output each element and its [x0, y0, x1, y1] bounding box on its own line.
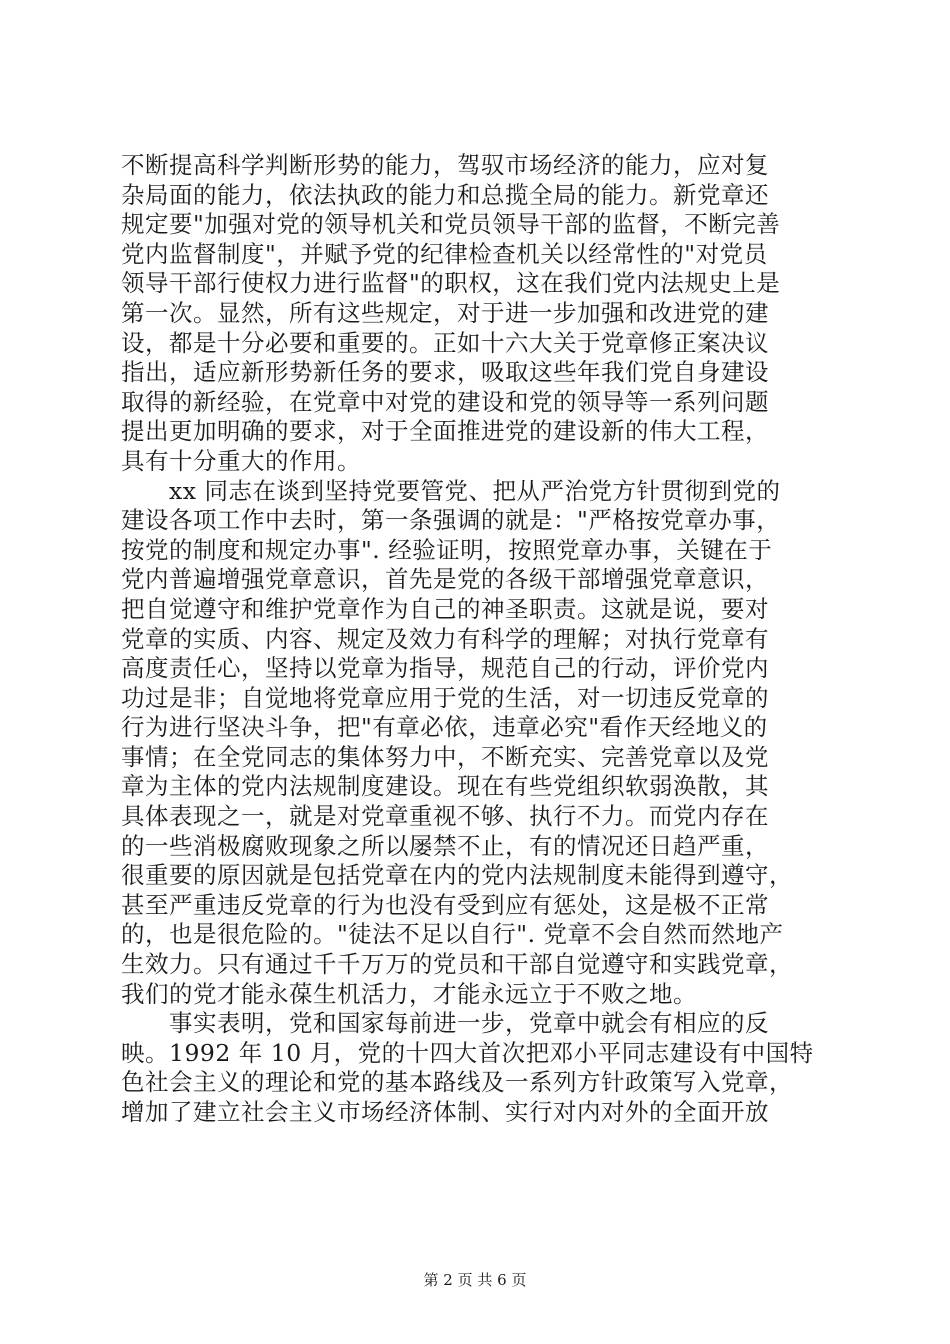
- text-line: 指出，适应新形势新任务的要求，吸取这些年我们党自身建设: [121, 358, 769, 387]
- document-body: [121, 151, 833, 1128]
- paragraph-3: [121, 1009, 833, 1127]
- text-line: 把自觉遵守和维护党章作为自己的神圣职责。这就是说，要对: [121, 594, 769, 623]
- text-line: 按党的制度和规定办事". 经验证明，按照党章办事，关键在于: [121, 535, 773, 564]
- text-line: 高度责任心，坚持以党章为指导，规范自己的行动，评价党内: [121, 654, 769, 683]
- text-line: 甚至严重违反党章的行为也没有受到应有惩处，这是极不正常: [121, 890, 769, 919]
- text-line: 党章的实质、内容、规定及效力有科学的理解；对执行党章有: [121, 624, 769, 653]
- paragraph-1: [121, 151, 833, 477]
- text-line: 第一次。显然，所有这些规定，对于进一步加强和改进党的建: [121, 298, 769, 327]
- paragraph-2: [121, 477, 833, 1010]
- text-line: 映。1992 年 10 月，党的十四大首次把邓小平同志建设有中国特: [121, 1038, 814, 1067]
- text-line: 具有十分重大的作用。: [121, 446, 361, 475]
- text-line: 我们的党才能永葆生机活力，才能永远立于不败之地。: [121, 979, 697, 1008]
- text-line: 功过是非；自觉地将党章应用于党的生活，对一切违反党章的: [121, 683, 769, 712]
- text-line: 领导干部行使权力进行监督"的职权，这在我们党内法规史上是: [121, 269, 781, 298]
- text-line: 建设各项工作中去时，第一条强调的就是："严格按党章办事，: [121, 506, 781, 535]
- text-line: 生效力。只有通过千千万万的党员和干部自觉遵守和实践党章，: [121, 950, 793, 979]
- page-number-footer: 第 2 页 共 6 页: [423, 1271, 527, 1289]
- text-line: 事情；在全党同志的集体努力中，不断充实、完善党章以及党: [121, 742, 769, 771]
- text-line: 的一些消极腐败现象之所以屡禁不止，有的情况还日趋严重，: [121, 831, 769, 860]
- text-line: 色社会主义的理论和党的基本路线及一系列方针政策写入党章，: [121, 1068, 793, 1097]
- text-line: 党内监督制度"，并赋予党的纪律检查机关以经常性的"对党员: [121, 239, 768, 268]
- text-line: 增加了建立社会主义市场经济体制、实行对内对外的全面开放: [121, 1098, 769, 1126]
- text-line: 具体表现之一，就是对党章重视不够、执行不力。而党内存在: [121, 802, 769, 831]
- text-line: 很重要的原因就是包括党章在内的党内法规制度未能得到遵守，: [121, 861, 793, 890]
- text-line: 事实表明，党和国家每前进一步，党章中就会有相应的反: [121, 1009, 769, 1038]
- text-line: 设，都是十分必要和重要的。正如十六大关于党章修正案决议: [121, 328, 769, 357]
- text-line: 不断提高科学判断形势的能力，驾驭市场经济的能力，应对复: [121, 151, 769, 179]
- text-line: 提出更加明确的要求，对于全面推进党的建设新的伟大工程，: [121, 417, 769, 446]
- text-line: 杂局面的能力，依法执政的能力和总揽全局的能力。新党章还: [121, 180, 769, 209]
- text-line: 行为进行坚决斗争，把"有章必依，违章必究"看作天经地义的: [121, 713, 768, 742]
- text-line: 党内普遍增强党章意识，首先是党的各级干部增强党章意识，: [121, 565, 769, 594]
- text-line: 取得的新经验，在党章中对党的建设和党的领导等一系列问题: [121, 387, 769, 416]
- text-line: xx 同志在谈到坚持党要管党、把从严治党方针贯彻到党的: [121, 476, 781, 505]
- text-line: 章为主体的党内法规制度建设。现在有些党组织软弱涣散，其: [121, 772, 769, 801]
- text-line: 规定要"加强对党的领导机关和党员领导干部的监督，不断完善: [121, 210, 781, 239]
- text-line: 的，也是很危险的。"徒法不足以自行". 党章不会自然而然地产: [121, 920, 784, 949]
